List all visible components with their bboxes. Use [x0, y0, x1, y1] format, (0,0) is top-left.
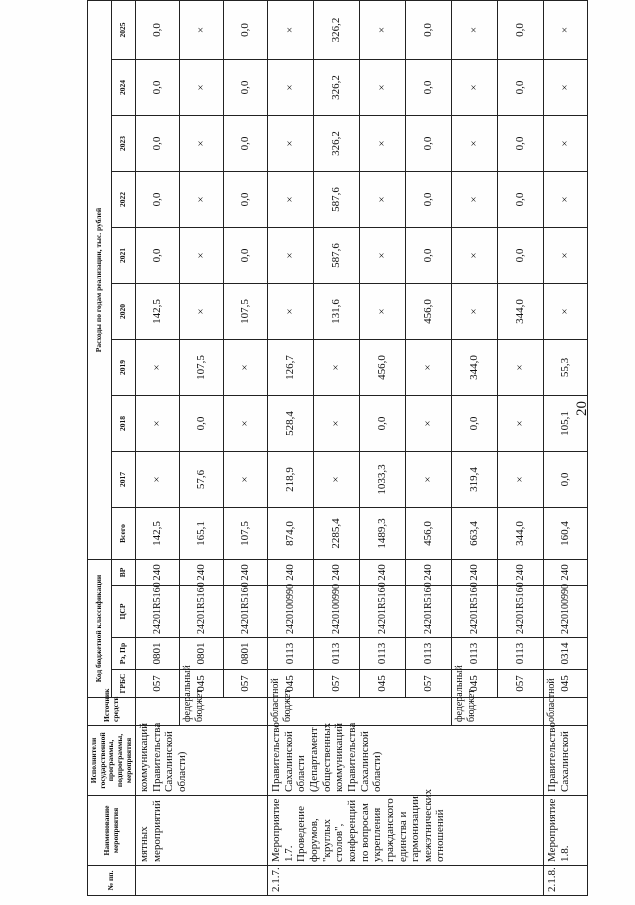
total-value: 344,0: [498, 508, 544, 560]
csr-code: 24201R5160: [180, 586, 224, 638]
header-year-2023: 2023: [112, 116, 136, 172]
year-value-2019: ×: [314, 340, 360, 396]
grbs-code: 057: [224, 670, 268, 698]
grbs-code: 057: [498, 670, 544, 698]
year-value-2024: 0,0: [136, 60, 180, 116]
measure-executor: Правительство Сахалинской области (Департамент общественных коммуникаций Правительства Сахалинской области): [268, 726, 544, 796]
vr-code: 240: [452, 560, 498, 586]
year-value-2017: ×: [224, 452, 268, 508]
year-value-2022: 0,0: [224, 172, 268, 228]
year-value-2022: ×: [452, 172, 498, 228]
year-value-2020: 142,5: [136, 284, 180, 340]
year-value-2021: ×: [268, 228, 314, 284]
year-value-2021: ×: [180, 228, 224, 284]
year-value-2018: ×: [224, 396, 268, 452]
header-year-2024: 2024: [112, 60, 136, 116]
year-value-2025: 0,0: [136, 1, 180, 60]
rzpr-code: 0113: [498, 638, 544, 670]
year-value-2020: 131,6: [314, 284, 360, 340]
rzpr-code: 0113: [406, 638, 452, 670]
funding-source: [136, 698, 180, 726]
year-value-2023: ×: [360, 116, 406, 172]
funding-source: федеральный бюджет: [452, 698, 544, 726]
year-value-2021: 0,0: [406, 228, 452, 284]
year-value-2019: ×: [406, 340, 452, 396]
header-kbk: Код бюджетной классификации: [88, 560, 112, 698]
year-value-2017: 57,6: [180, 452, 224, 508]
funding-source: федеральный бюджет: [180, 698, 268, 726]
year-value-2021: 0,0: [498, 228, 544, 284]
total-value: 160,4: [544, 508, 588, 560]
year-value-2018: 0,0: [452, 396, 498, 452]
header-year-2017: 2017: [112, 452, 136, 508]
year-value-2017: ×: [314, 452, 360, 508]
csr-code: 2420100990: [314, 586, 360, 638]
measure-name: Мероприятие 1.7. Проведение форумов, "круглых столов", конференций по вопросам укрепления гражданского единства и гармонизации межэтнических отношений: [268, 796, 544, 866]
header-year-2018: 2018: [112, 396, 136, 452]
year-value-2022: ×: [268, 172, 314, 228]
header-grbs: ГРБС: [112, 670, 136, 698]
csr-code: 24201R5160: [360, 586, 406, 638]
year-value-2019: ×: [224, 340, 268, 396]
year-value-2017: 319,4: [452, 452, 498, 508]
header-name: Наименование мероприятия: [88, 796, 136, 866]
rzpr-code: 0314: [544, 638, 588, 670]
vr-code: 240: [224, 560, 268, 586]
year-value-2020: ×: [180, 284, 224, 340]
total-value: 663,4: [452, 508, 498, 560]
year-value-2017: 1033,3: [360, 452, 406, 508]
header-year-2021: 2021: [112, 228, 136, 284]
total-value: 142,5: [136, 508, 180, 560]
grbs-code: 057: [136, 670, 180, 698]
year-value-2020: ×: [452, 284, 498, 340]
year-value-2022: ×: [544, 172, 588, 228]
vr-code: 240: [544, 560, 588, 586]
year-value-2018: ×: [406, 396, 452, 452]
year-value-2023: 0,0: [498, 116, 544, 172]
year-value-2018: 528,4: [268, 396, 314, 452]
year-value-2019: 126,7: [268, 340, 314, 396]
vr-code: 240: [406, 560, 452, 586]
measure-name: Мероприятие 1.8.: [544, 796, 588, 866]
year-value-2024: ×: [268, 60, 314, 116]
grbs-code: 045: [544, 670, 588, 698]
year-value-2021: ×: [360, 228, 406, 284]
rzpr-code: 0113: [452, 638, 498, 670]
funding-source: областной: [544, 698, 588, 726]
grbs-code: 057: [406, 670, 452, 698]
year-value-2020: 107,5: [224, 284, 268, 340]
rzpr-code: 0801: [180, 638, 224, 670]
year-value-2022: 587,6: [314, 172, 360, 228]
year-value-2021: 0,0: [136, 228, 180, 284]
csr-code: 24201R5160: [406, 586, 452, 638]
year-value-2018: 105,1: [544, 396, 588, 452]
header-rzpr: Рз, Пр: [112, 638, 136, 670]
grbs-code: 057: [314, 670, 360, 698]
grbs-code: 045: [268, 670, 314, 698]
year-value-2025: ×: [268, 1, 314, 60]
year-value-2018: ×: [136, 396, 180, 452]
year-value-2024: ×: [544, 60, 588, 116]
row-number: 2.1.7.: [268, 866, 544, 896]
vr-code: 240: [360, 560, 406, 586]
vr-code: 240: [136, 560, 180, 586]
rzpr-code: 0113: [360, 638, 406, 670]
header-executors: Исполнители государственной программы, подпрограммы, мероприятия: [88, 726, 136, 796]
year-value-2017: 218,9: [268, 452, 314, 508]
year-value-2023: 326,2: [314, 116, 360, 172]
year-value-2023: ×: [268, 116, 314, 172]
year-value-2018: 0,0: [360, 396, 406, 452]
year-value-2024: 0,0: [498, 60, 544, 116]
year-value-2020: ×: [360, 284, 406, 340]
rotated-table-container: [87, 1, 612, 896]
table-row: [136, 1, 180, 896]
year-value-2019: 456,0: [360, 340, 406, 396]
year-value-2022: 0,0: [406, 172, 452, 228]
table-body: [136, 1, 588, 896]
year-value-2017: ×: [406, 452, 452, 508]
csr-code: 2420100990: [544, 586, 588, 638]
year-value-2023: 0,0: [406, 116, 452, 172]
total-value: 107,5: [224, 508, 268, 560]
year-value-2021: 587,6: [314, 228, 360, 284]
total-value: 456,0: [406, 508, 452, 560]
year-value-2022: 0,0: [498, 172, 544, 228]
csr-code: 24201R5160: [136, 586, 180, 638]
year-value-2022: 0,0: [136, 172, 180, 228]
year-value-2024: 0,0: [406, 60, 452, 116]
year-value-2019: ×: [136, 340, 180, 396]
csr-code: 2420100990: [268, 586, 314, 638]
page-number: 20: [574, 401, 590, 416]
year-value-2024: 0,0: [224, 60, 268, 116]
year-value-2019: 55,3: [544, 340, 588, 396]
year-value-2020: ×: [268, 284, 314, 340]
year-value-2019: 344,0: [452, 340, 498, 396]
header-year-2025: 2025: [112, 1, 136, 60]
row-number: [136, 866, 268, 896]
table-row: [544, 1, 588, 896]
rzpr-code: 0113: [314, 638, 360, 670]
year-value-2023: ×: [452, 116, 498, 172]
year-value-2025: 326,2: [314, 1, 360, 60]
row-number: 2.1.8.: [544, 866, 588, 896]
header-csr: ЦСР: [112, 586, 136, 638]
year-value-2023: ×: [180, 116, 224, 172]
measure-executor: Правительство Сахалинской: [544, 726, 588, 796]
vr-code: 240: [498, 560, 544, 586]
vr-code: 240: [314, 560, 360, 586]
year-value-2025: 0,0: [406, 1, 452, 60]
year-value-2017: ×: [136, 452, 180, 508]
year-value-2022: ×: [180, 172, 224, 228]
year-value-2023: ×: [544, 116, 588, 172]
year-value-2021: ×: [452, 228, 498, 284]
year-value-2025: ×: [360, 1, 406, 60]
csr-code: 24201R5160: [452, 586, 498, 638]
header-expenses: Расходы по годам реализации, тыс. рублей: [88, 1, 112, 560]
measure-name: мятных мероприятий: [136, 796, 268, 866]
total-value: 165,1: [180, 508, 224, 560]
funding-source: областной бюджет: [268, 698, 452, 726]
vr-code: 240: [180, 560, 224, 586]
table-row: [268, 1, 314, 896]
header-sources: Источник средств: [88, 698, 136, 726]
year-value-2023: 0,0: [136, 116, 180, 172]
header-year-2022: 2022: [112, 172, 136, 228]
year-value-2018: 0,0: [180, 396, 224, 452]
year-value-2017: ×: [498, 452, 544, 508]
rzpr-code: 0801: [224, 638, 268, 670]
rzpr-code: 0113: [268, 638, 314, 670]
rzpr-code: 0801: [136, 638, 180, 670]
year-value-2025: ×: [544, 1, 588, 60]
year-value-2020: ×: [544, 284, 588, 340]
year-value-2025: ×: [180, 1, 224, 60]
year-value-2018: ×: [498, 396, 544, 452]
total-value: 874,0: [268, 508, 314, 560]
header-year-2020: 2020: [112, 284, 136, 340]
year-value-2024: ×: [360, 60, 406, 116]
year-value-2022: ×: [360, 172, 406, 228]
year-value-2025: ×: [452, 1, 498, 60]
year-value-2024: ×: [180, 60, 224, 116]
header-total: Всего: [112, 508, 136, 560]
grbs-code: 045: [180, 670, 224, 698]
measure-executor: коммуникаций Правительства Сахалинской области): [136, 726, 268, 796]
year-value-2024: 326,2: [314, 60, 360, 116]
header-vr: ВР: [112, 560, 136, 586]
csr-code: 24201R5160: [224, 586, 268, 638]
year-value-2018: ×: [314, 396, 360, 452]
year-value-2025: 0,0: [498, 1, 544, 60]
header-no: № пп.: [88, 866, 136, 896]
year-value-2019: 107,5: [180, 340, 224, 396]
year-value-2020: 456,0: [406, 284, 452, 340]
year-value-2024: ×: [452, 60, 498, 116]
year-value-2017: 0,0: [544, 452, 588, 508]
year-value-2020: 344,0: [498, 284, 544, 340]
year-value-2023: 0,0: [224, 116, 268, 172]
total-value: 2285,4: [314, 508, 360, 560]
year-value-2019: ×: [498, 340, 544, 396]
header-year-2019: 2019: [112, 340, 136, 396]
csr-code: 24201R5160: [498, 586, 544, 638]
year-value-2025: 0,0: [224, 1, 268, 60]
grbs-code: 045: [360, 670, 406, 698]
vr-code: 240: [268, 560, 314, 586]
total-value: 1489,3: [360, 508, 406, 560]
year-value-2021: 0,0: [224, 228, 268, 284]
grbs-code: 045: [452, 670, 498, 698]
budget-table: [87, 0, 588, 896]
year-value-2021: ×: [544, 228, 588, 284]
